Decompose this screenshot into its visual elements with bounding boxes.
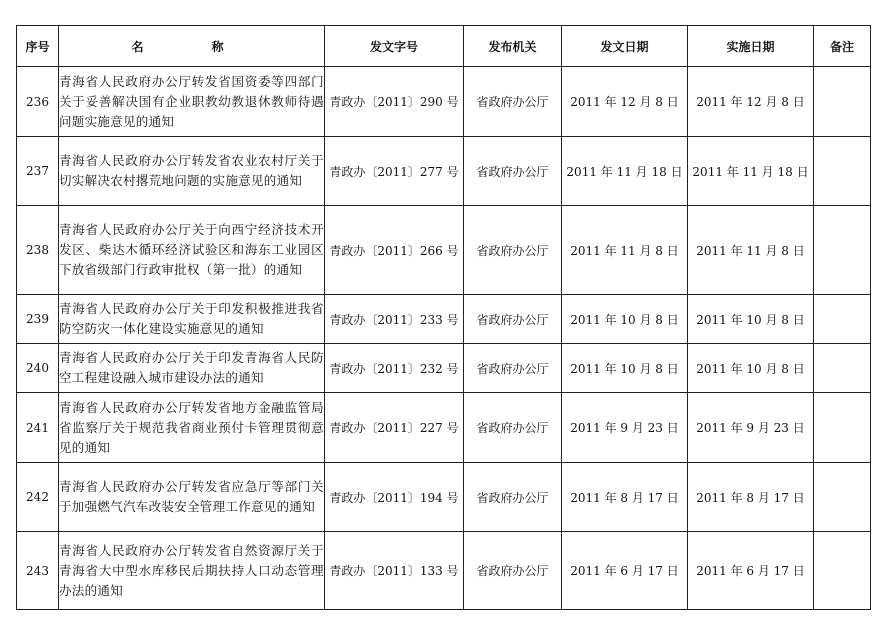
seq-cell: 243 — [17, 532, 59, 610]
title-cell: 青海省人民政府办公厅转发省地方金融监管局省监察厅关于规范我省商业预付卡管理贯彻意见的通知 — [59, 393, 325, 463]
code-cell: 青政办〔2011〕233 号 — [325, 295, 464, 344]
code-cell: 青政办〔2011〕227 号 — [325, 393, 464, 463]
name-header: 名 称 — [59, 26, 325, 67]
table-row — [17, 206, 871, 295]
seq-header: 序号 — [17, 26, 59, 67]
title-cell: 青海省人民政府办公厅转发省应急厅等部门关于加强燃气汽车改装安全管理工作意见的通知 — [59, 463, 325, 532]
org-cell: 省政府办公厅 — [464, 67, 562, 137]
effective-date-cell: 2011 年 11 月 18 日 — [688, 137, 814, 206]
table-row — [17, 137, 871, 206]
table-row — [17, 344, 871, 393]
issue-date-header: 发文日期 — [562, 26, 688, 67]
effective-date-cell: 2011 年 10 月 8 日 — [688, 344, 814, 393]
org-cell: 省政府办公厅 — [464, 532, 562, 610]
seq-cell: 239 — [17, 295, 59, 344]
code-cell: 青政办〔2011〕194 号 — [325, 463, 464, 532]
code-cell: 青政办〔2011〕232 号 — [325, 344, 464, 393]
seq-cell: 236 — [17, 67, 59, 137]
table-row — [17, 532, 871, 610]
note-cell — [814, 532, 871, 610]
note-cell — [814, 295, 871, 344]
note-cell — [814, 137, 871, 206]
seq-cell: 237 — [17, 137, 59, 206]
org-header: 发布机关 — [464, 26, 562, 67]
effective-date-header: 实施日期 — [688, 26, 814, 67]
issue-date-cell: 2011 年 6 月 17 日 — [562, 532, 688, 610]
effective-date-cell: 2011 年 11 月 8 日 — [688, 206, 814, 295]
table-row — [17, 67, 871, 137]
org-cell: 省政府办公厅 — [464, 344, 562, 393]
table-row — [17, 393, 871, 463]
regulation-table — [16, 25, 871, 610]
seq-cell: 240 — [17, 344, 59, 393]
note-cell — [814, 206, 871, 295]
issue-date-cell: 2011 年 10 月 8 日 — [562, 344, 688, 393]
code-header: 发文字号 — [325, 26, 464, 67]
title-cell: 青海省人民政府办公厅关于印发积极推进我省防空防灾一体化建设实施意见的通知 — [59, 295, 325, 344]
effective-date-cell: 2011 年 6 月 17 日 — [688, 532, 814, 610]
issue-date-cell: 2011 年 10 月 8 日 — [562, 295, 688, 344]
title-cell: 青海省人民政府办公厅关于印发青海省人民防空工程建设融入城市建设办法的通知 — [59, 344, 325, 393]
note-cell — [814, 463, 871, 532]
table-row — [17, 295, 871, 344]
title-cell: 青海省人民政府办公厅转发省国资委等四部门关于妥善解决国有企业职教幼教退休教师待遇问题实施意见的通知 — [59, 67, 325, 137]
code-cell: 青政办〔2011〕277 号 — [325, 137, 464, 206]
effective-date-cell: 2011 年 12 月 8 日 — [688, 67, 814, 137]
seq-cell: 238 — [17, 206, 59, 295]
title-cell: 青海省人民政府办公厅关于向西宁经济技术开发区、柴达木循环经济试验区和海东工业园区下放省级部门行政审批权（第一批）的通知 — [59, 206, 325, 295]
org-cell: 省政府办公厅 — [464, 295, 562, 344]
org-cell: 省政府办公厅 — [464, 463, 562, 532]
org-cell: 省政府办公厅 — [464, 137, 562, 206]
issue-date-cell: 2011 年 11 月 18 日 — [562, 137, 688, 206]
title-cell: 青海省人民政府办公厅转发省自然资源厅关于青海省大中型水库移民后期扶持人口动态管理办法的通知 — [59, 532, 325, 610]
note-cell — [814, 393, 871, 463]
note-header: 备注 — [814, 26, 871, 67]
issue-date-cell: 2011 年 11 月 8 日 — [562, 206, 688, 295]
effective-date-cell: 2011 年 9 月 23 日 — [688, 393, 814, 463]
code-cell: 青政办〔2011〕290 号 — [325, 67, 464, 137]
issue-date-cell: 2011 年 9 月 23 日 — [562, 393, 688, 463]
effective-date-cell: 2011 年 8 月 17 日 — [688, 463, 814, 532]
note-cell — [814, 344, 871, 393]
note-cell — [814, 67, 871, 137]
org-cell: 省政府办公厅 — [464, 393, 562, 463]
org-cell: 省政府办公厅 — [464, 206, 562, 295]
header-row — [17, 26, 871, 67]
table-row — [17, 463, 871, 532]
title-cell: 青海省人民政府办公厅转发省农业农村厅关于切实解决农村撂荒地问题的实施意见的通知 — [59, 137, 325, 206]
issue-date-cell: 2011 年 12 月 8 日 — [562, 67, 688, 137]
seq-cell: 242 — [17, 463, 59, 532]
effective-date-cell: 2011 年 10 月 8 日 — [688, 295, 814, 344]
issue-date-cell: 2011 年 8 月 17 日 — [562, 463, 688, 532]
code-cell: 青政办〔2011〕266 号 — [325, 206, 464, 295]
seq-cell: 241 — [17, 393, 59, 463]
code-cell: 青政办〔2011〕133 号 — [325, 532, 464, 610]
